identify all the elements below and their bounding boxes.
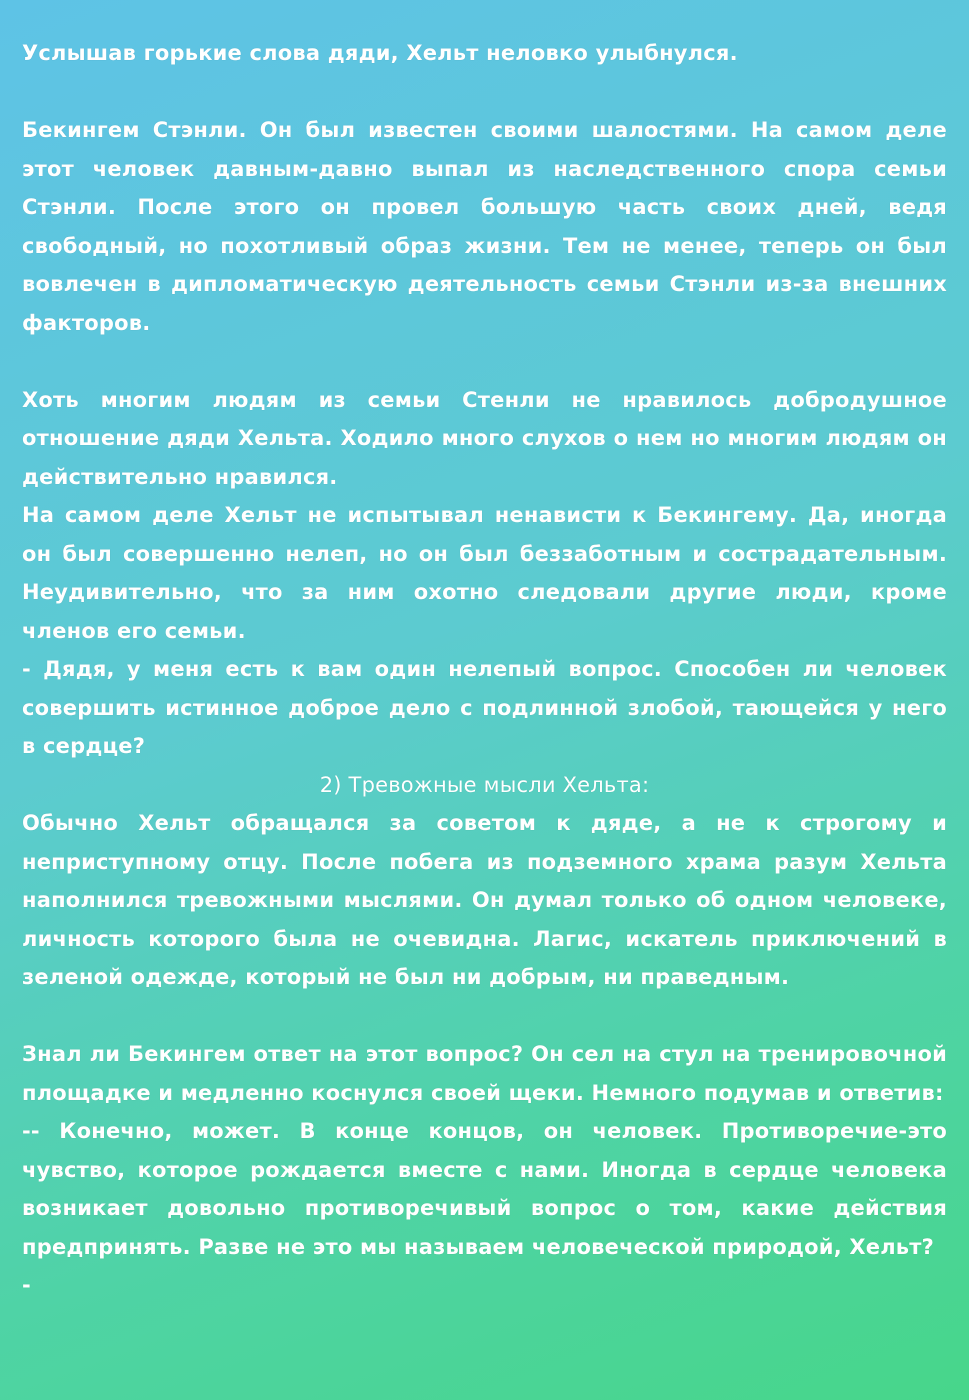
paragraph-uncle-words: Услышав горькие слова дяди, Хельт неловко улыбнулся. — [22, 41, 738, 65]
paragraph-helt-question: - Дядя, у меня есть к вам один нелепый вопрос. Способен ли человек совершить истинное доброе дело с подлинной злобой, тающейся у него в сердце? — [22, 657, 947, 758]
paragraph-buckingham-answer: -- Конечно, может. В конце концов, он человек. Противоречие-это чувство, которое рождается вместе с нами. Иногда в сердце человека возникает довольно противоречивый вопрос о том, какие действия предпринять. Разве не это мы называем человеческой природой, Хельт? — [22, 1119, 947, 1259]
chapter-heading: 2) Тревожные мысли Хельта: — [319, 772, 650, 797]
paragraph-spacer — [22, 997, 947, 1036]
paragraph-did-he-know: Знал ли Бекингем ответ на этот вопрос? Он сел на стул на тренировочной площадке и медленно коснулся своей щеки. Немного подумав и ответив: — [22, 1042, 947, 1105]
paragraph-spacer — [22, 342, 947, 381]
paragraph-spacer — [22, 73, 947, 112]
paragraph-buckingham: Бекингем Стэнли. Он был известен своими шалостями. На самом деле этот человек давным-давно выпал из наследственного спора семьи Стэнли. После этого он провел большую часть своих дней, ведя свободный, но похотливый образ жизни. Тем не менее, теперь он был вовлечен в дипломатическую деятельность семьи Стэнли из-за внешних факторов. — [22, 118, 947, 335]
paragraph-troubled-thoughts: Обычно Хельт обращался за советом к дяде, а не к строгому и неприступному отцу. После побега из подземного храма разум Хельта наполнился тревожными мыслями. Он думал только об одном человеке, личность которого была не очевидна. Лагис, искатель приключений в зеленой одежде, который не был ни добрым, ни праведным. — [22, 811, 947, 989]
paragraph-dash: - — [22, 1273, 31, 1297]
paragraph-helt-feelings: На самом деле Хельт не испытывал ненависти к Бекингему. Да, иногда он был совершенно нелеп, но он был беззаботным и сострадательным. Неудивительно, что за ним охотно следовали другие люди, кроме членов его семьи. — [22, 503, 947, 643]
paragraph-family-opinion: Хоть многим людям из семьи Стенли не нравилось добродушное отношение дяди Хельта. Ходило много слухов о нем но многим людям он действительно нравился. — [22, 387, 947, 489]
story-text — [22, 34, 947, 1305]
